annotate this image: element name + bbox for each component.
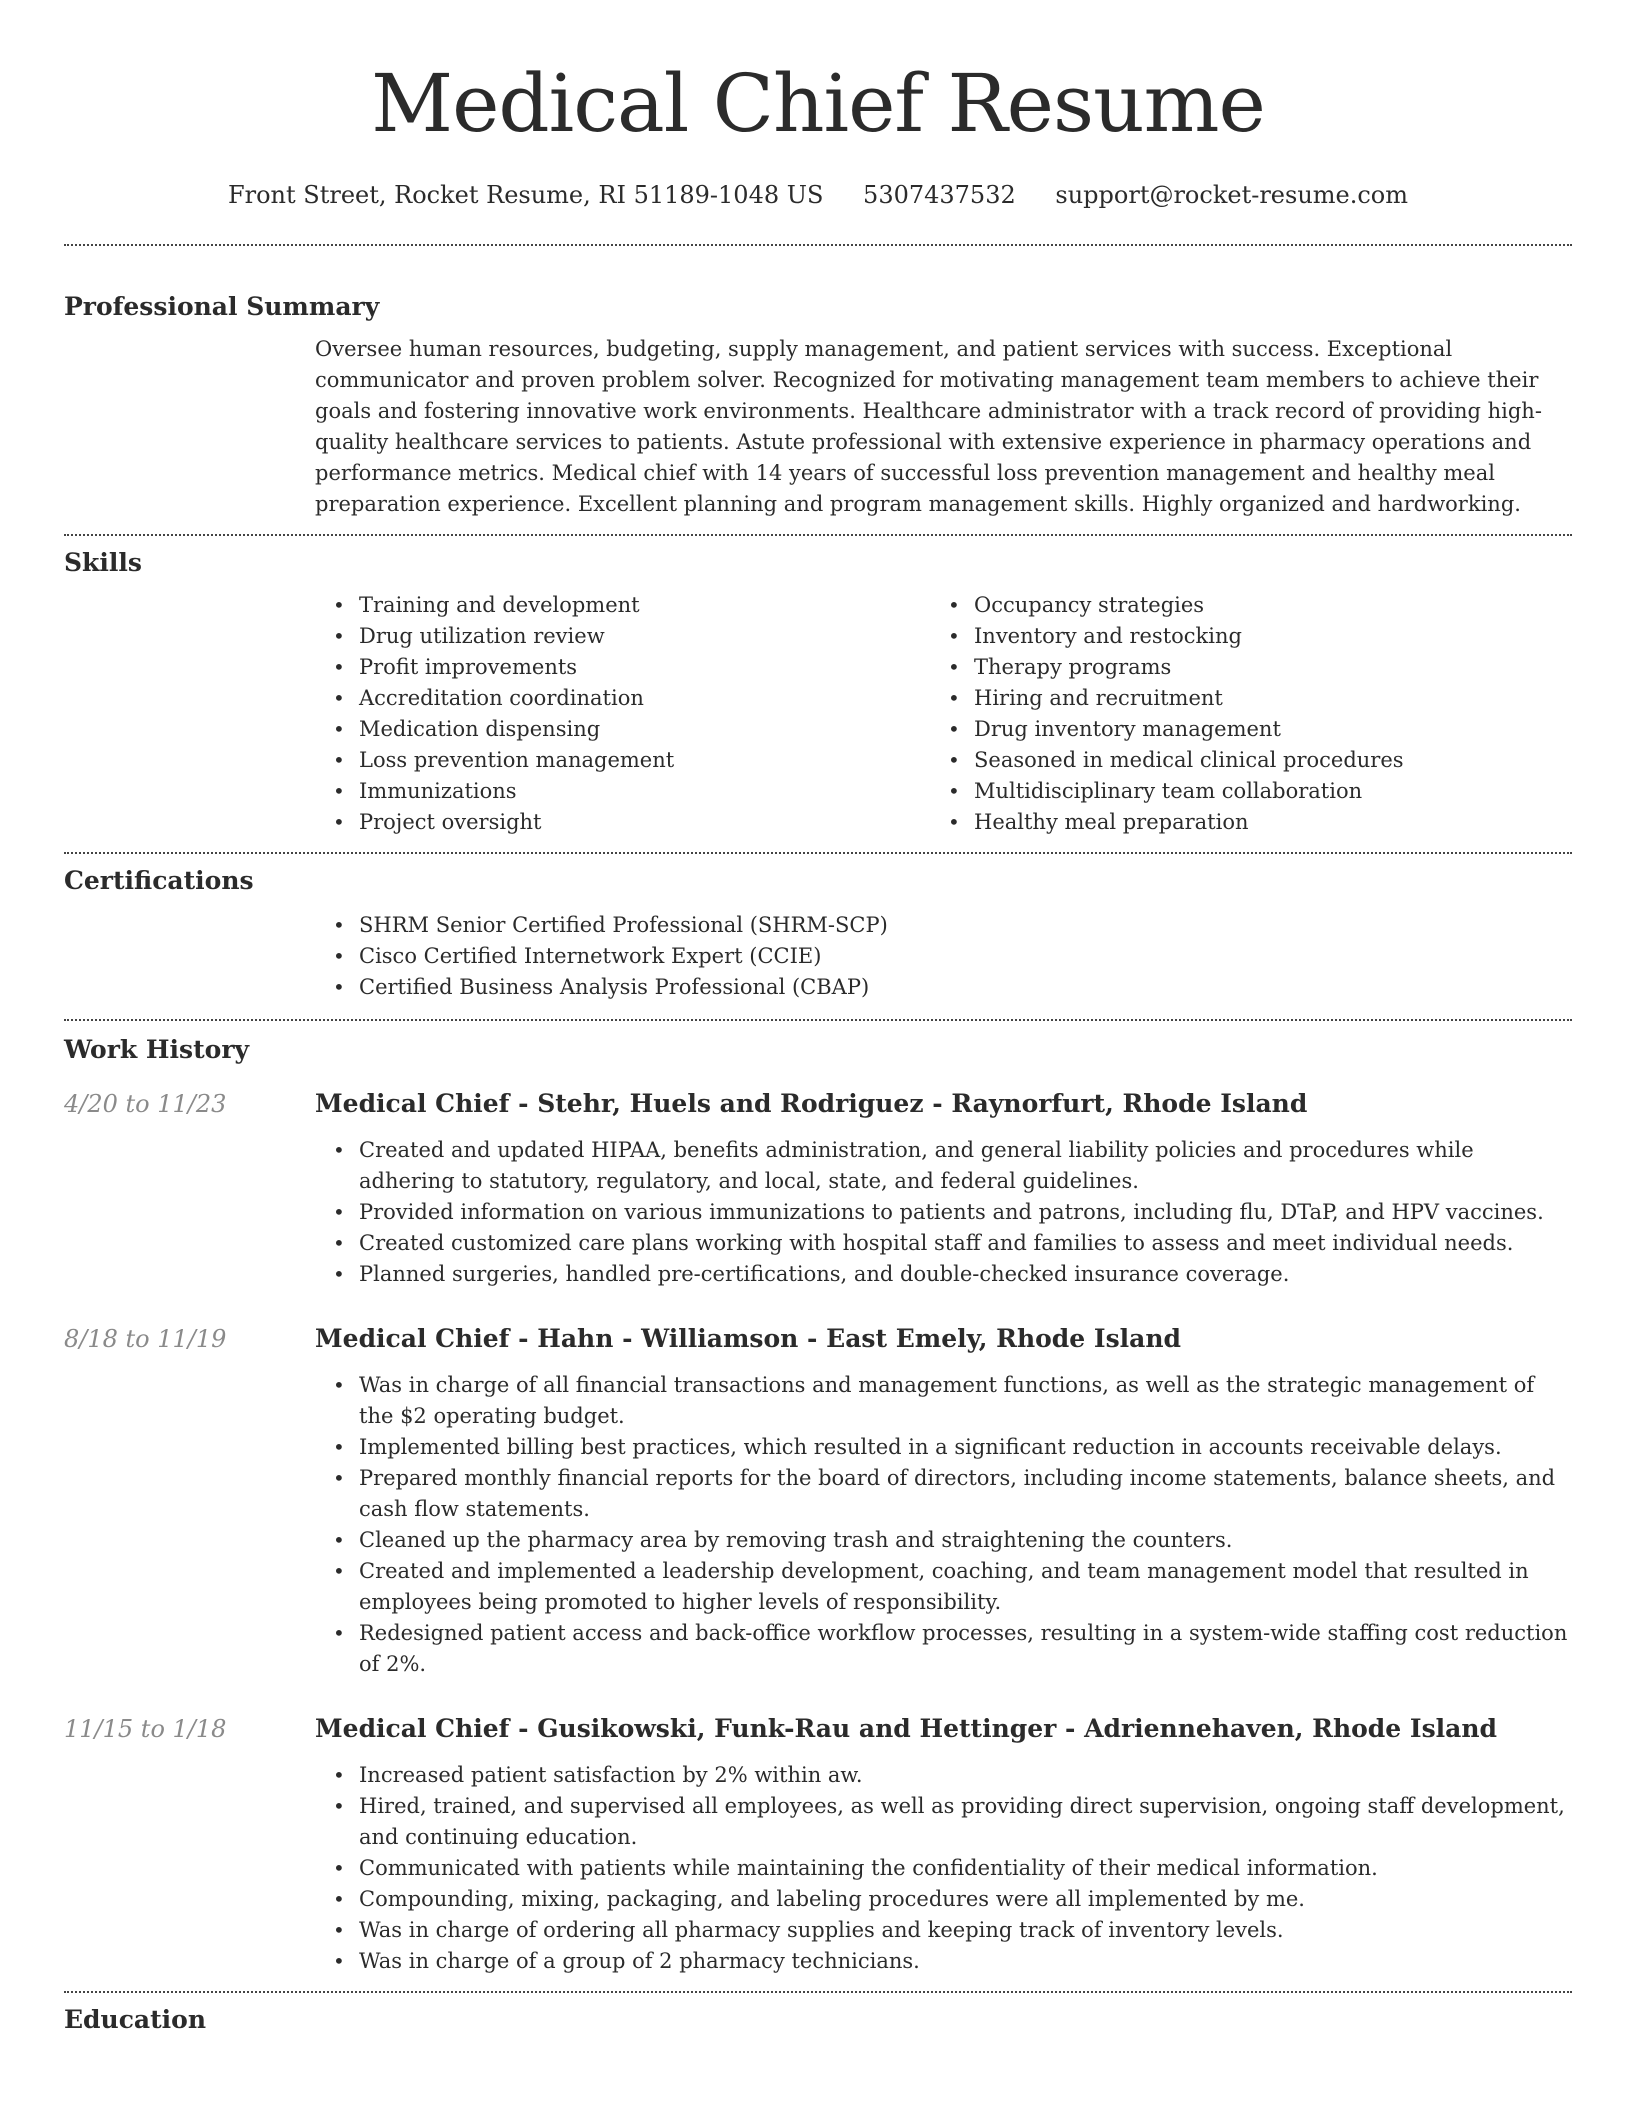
certifications-list bbox=[315, 910, 1572, 1019]
list-item: • Cisco Certified Internetwork Expert (CCIE) bbox=[315, 941, 1572, 972]
list-item: • Created and updated HIPAA, benefits administration, and general liability policies and procedures while adhering to statutory, regulatory, and local, state, and federal guidelines. bbox=[315, 1135, 1572, 1197]
list-item: • Communicated with patients while maintaining the confidentiality of their medical information. bbox=[315, 1853, 1572, 1884]
list-item: • Implemented billing best practices, which resulted in a significant reduction in accounts receivable delays. bbox=[315, 1432, 1572, 1463]
list-item: • Inventory and restocking bbox=[930, 621, 1545, 652]
job-body bbox=[315, 1322, 1572, 1694]
job-title: Medical Chief - Gusikowski, Funk-Rau and Hettinger - Adriennehaven, Rhode Island bbox=[315, 1714, 1498, 1743]
skills-grid bbox=[315, 590, 1572, 852]
list-item: • Compounding, mixing, packaging, and labeling procedures were all implemented by me. bbox=[315, 1884, 1572, 1915]
list-item: • Therapy programs bbox=[930, 652, 1545, 683]
contact-phone: 5307437532 bbox=[863, 181, 1016, 209]
job-entry bbox=[64, 1087, 1572, 1304]
contact-line bbox=[64, 180, 1572, 210]
list-item: • Was in charge of ordering all pharmacy supplies and keeping track of inventory levels. bbox=[315, 1915, 1572, 1946]
list-item: • Prepared monthly financial reports for the board of directors, including income statements, balance sheets, and cash flow statements. bbox=[315, 1463, 1572, 1525]
list-item: • Certified Business Analysis Professional (CBAP) bbox=[315, 972, 1572, 1003]
list-item: • Created and implemented a leadership development, coaching, and team management model that resulted in employees being promoted to higher levels of responsibility. bbox=[315, 1556, 1572, 1618]
list-item: • Medication dispensing bbox=[315, 714, 930, 745]
list-item: • Created customized care plans working with hospital staff and families to assess and meet individual needs. bbox=[315, 1228, 1572, 1259]
list-item: • Was in charge of all financial transactions and management functions, as well as the strategic management of the $2 operating budget. bbox=[315, 1370, 1572, 1432]
job-bullets bbox=[315, 1135, 1572, 1304]
job-bullets bbox=[315, 1760, 1572, 1991]
job-body bbox=[315, 1087, 1572, 1304]
contact-address: Front Street, Rocket Resume, RI 51189-1048 US bbox=[227, 181, 824, 209]
job-body bbox=[315, 1712, 1572, 1991]
resume-header bbox=[64, 0, 1572, 210]
job-entry bbox=[64, 1322, 1572, 1694]
job-title: Medical Chief - Hahn - Williamson - East Emely, Rhode Island bbox=[315, 1324, 1182, 1353]
job-title: Medical Chief - Stehr, Huels and Rodriguez - Raynorfurt, Rhode Island bbox=[315, 1089, 1308, 1118]
list-item: • Immunizations bbox=[315, 776, 930, 807]
list-item: • Project oversight bbox=[315, 807, 930, 838]
job-dates: 11/15 to 1/18 bbox=[64, 1715, 227, 1743]
education-heading: Education bbox=[64, 2005, 207, 2034]
job-dates: 8/18 to 11/19 bbox=[64, 1325, 227, 1353]
skills-list-right bbox=[930, 590, 1545, 838]
list-item: • Healthy meal preparation bbox=[930, 807, 1545, 838]
certifications-heading: Certifications bbox=[64, 866, 254, 895]
list-item: • Hired, trained, and supervised all employees, as well as providing direct supervision, ongoing staff development, and continuing education. bbox=[315, 1791, 1572, 1853]
list-item: • Accreditation coordination bbox=[315, 683, 930, 714]
skills-list-left bbox=[315, 590, 930, 838]
summary-section bbox=[64, 246, 1572, 534]
list-item: • Hiring and recruitment bbox=[930, 683, 1545, 714]
list-item: • Was in charge of a group of 2 pharmacy technicians. bbox=[315, 1946, 1572, 1977]
list-item: • Drug inventory management bbox=[930, 714, 1545, 745]
list-item: • Seasoned in medical clinical procedures bbox=[930, 745, 1545, 776]
list-item: • Drug utilization review bbox=[315, 621, 930, 652]
contact-email: support@rocket-resume.com bbox=[1055, 181, 1409, 209]
job-bullets bbox=[315, 1370, 1572, 1694]
job-entry bbox=[64, 1712, 1572, 1991]
skills-heading: Skills bbox=[64, 548, 142, 577]
list-item: • Redesigned patient access and back-office workflow processes, resulting in a system-wide staffing cost reduction of 2%. bbox=[315, 1618, 1572, 1680]
summary-heading: Professional Summary bbox=[64, 292, 380, 321]
summary-text: Oversee human resources, budgeting, supply management, and patient services with success. Exceptional communicator and proven problem solver. Recognized for motivating management team members to achieve their goals and fostering innovative work environments. Healthcare administrator with a track record of providing high-quality healthcare services to patients. Astute professional with extensive experience in pharmacy operations and performance metrics. Medical chief with 14 years of successful loss prevention management and healthy meal preparation experience. Excellent planning and program management skills. Highly organized and hardworking. bbox=[315, 337, 1542, 516]
resume-title: Medical Chief Resume bbox=[371, 57, 1265, 150]
job-dates: 4/20 to 11/23 bbox=[64, 1090, 227, 1118]
education-section bbox=[64, 1993, 1572, 2037]
list-item: • Cleaned up the pharmacy area by removing trash and straightening the counters. bbox=[315, 1525, 1572, 1556]
skills-section bbox=[64, 536, 1572, 852]
job-list bbox=[64, 1087, 1572, 1991]
work-history-heading: Work History bbox=[64, 1035, 250, 1064]
work-history-section bbox=[64, 1021, 1572, 1991]
certifications-section bbox=[64, 854, 1572, 1019]
list-item: • Provided information on various immunizations to patients and patrons, including flu, DTaP, and HPV vaccines. bbox=[315, 1197, 1572, 1228]
list-item: • Planned surgeries, handled pre-certifications, and double-checked insurance coverage. bbox=[315, 1259, 1572, 1290]
list-item: • Training and development bbox=[315, 590, 930, 621]
list-item: • Profit improvements bbox=[315, 652, 930, 683]
list-item: • Loss prevention management bbox=[315, 745, 930, 776]
list-item: • SHRM Senior Certified Professional (SHRM-SCP) bbox=[315, 910, 1572, 941]
list-item: • Increased patient satisfaction by 2% within aw. bbox=[315, 1760, 1572, 1791]
list-item: • Multidisciplinary team collaboration bbox=[930, 776, 1545, 807]
list-item: • Occupancy strategies bbox=[930, 590, 1545, 621]
